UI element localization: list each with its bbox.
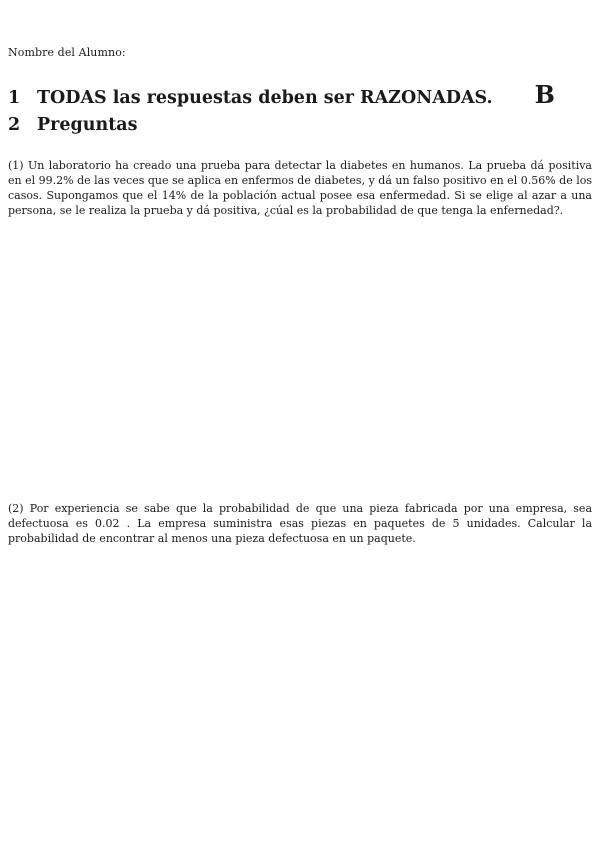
- question-1-text: (1) Un laboratorio ha creado una prueba para detectar la diabetes en humanos. La prueba dá positiva en el 99.2% de las veces que se aplica en enfermos de diabetes, y dá un falso positivo en el 0.56% de los casos. Supongamos que el 14% de la población actual posee esa enfermedad. Si se elige al azar a una persona, se le realiza la prueba y dá positiva, ¿cúal es la probabilidad de que tenga la enfernedad?.: [8, 159, 592, 217]
- section-questions: [8, 115, 137, 135]
- section-number: 2: [8, 115, 21, 135]
- section-title: Preguntas: [37, 115, 138, 135]
- section-instructions: [8, 80, 555, 109]
- section-title: TODAS las respuestas deben ser RAZONADAS.: [37, 88, 493, 108]
- exam-version-letter: B: [534, 80, 555, 109]
- section-number: 1: [8, 88, 21, 108]
- student-name-label: Nombre del Alumno:: [8, 46, 126, 59]
- question-2-text: (2) Por experiencia se sabe que la probabilidad de que una pieza fabricada por una empresa, sea defectuosa es 0.02 . La empresa suministra esas piezas en paquetes de 5 unidades. Calcular la probabilidad de encontrar al menos una pieza defectuosa en un paquete.: [8, 502, 592, 545]
